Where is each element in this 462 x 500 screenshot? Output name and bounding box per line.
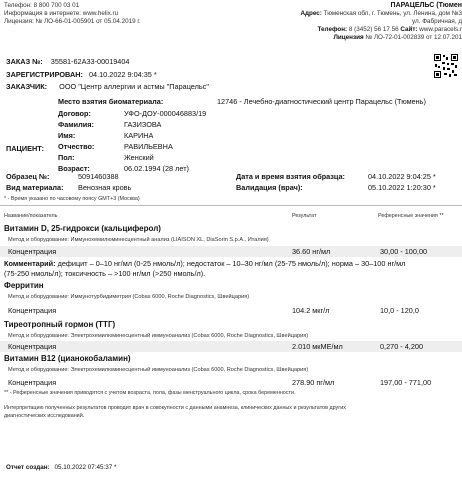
patient-sex: Женский (124, 153, 154, 162)
order-number: ЗАКАЗ №: 35581-62А33-00019404 (6, 57, 130, 66)
lab-phone: Телефон: 8 800 700 03 01 (4, 2, 80, 9)
test-title: Витамин D, 25-гидрокси (кальциферол) (4, 224, 161, 233)
result-name: Концентрация (8, 247, 57, 256)
clinic-contact-block (300, 2, 462, 42)
timezone-note: * - Время указано по часовому поясу GMT+3 (Москва) (4, 196, 140, 202)
test-method: Метод и оборудование: Иммунохемилюминесцентный анализ (LIAISON XL, DiaSorin S.p.A., Италия) (8, 237, 269, 243)
patient-section-label: ПАЦИЕНТ: (6, 144, 45, 153)
patient-patronymic: РАВИЛЬЕВНА (124, 142, 173, 151)
qr-code-icon (434, 54, 458, 78)
result-name: Концентрация (8, 342, 57, 351)
material-type-value: Венозная кровь (78, 183, 132, 192)
reference-range: 197,00 - 771,00 (380, 378, 432, 387)
contract-number: УФО-ДОУ-000046883/19 (124, 109, 207, 118)
validation-value: 05.10.2022 1:20:30 * (368, 183, 436, 192)
sample-number-value: 5091460388 (78, 172, 119, 181)
patient-name: КАРИНА (124, 131, 154, 140)
biomaterial-place: Место взятия биоматериала: (58, 97, 164, 106)
lab-license: Лицензия: № ЛО-66-01-005901 от 05.04.2019 г. (4, 18, 141, 25)
result-value: 2.010 мкМЕ/мл (292, 342, 343, 351)
result-row (0, 246, 462, 257)
sample-number: Образец №: (6, 172, 50, 181)
column-header-reference: Референсные значения ** (378, 213, 444, 219)
validation-label: Валидация (врач): (236, 183, 303, 192)
test-comment: Комментарий: дефицит – 0–10 нг/мл (0-25 нмоль/л); недостаток – 10–30 нг/мл (25-75 нмоль/л); норма – 30–100 нг/мл (75-250 нмоль/л); токсичность – >100 нг/мл (>250 нмоль/л). (4, 259, 406, 278)
result-name: Концентрация (8, 306, 57, 315)
test-method: Метод и оборудование: Электрохемилюминесцентный иммуноанализ (Cobas 6000, Roche Diagnostics, Швейцария) (8, 333, 309, 339)
report-created: Отчет создан: 05.10.2022 07:45:37 * (6, 464, 117, 471)
column-header-name: Название/показатель (4, 213, 58, 219)
reference-footnote: ** - Референсные значения приводятся с учетом возраста, пола, фазы менструального цикла, срока беременности. (4, 390, 296, 396)
interpretation-note: Интерпретацию полученных результатов проводит врач в совокупности с данными анамнеза, клинических данных и результатов других диагностических исследований. (4, 405, 346, 419)
clinic-address-2: ул. Фабричная, д (412, 18, 462, 25)
lab-website: Информация в интернете: www.helix.ru (4, 10, 119, 17)
clinic-address: Адрес: Тюменская обл, г. Тюмень, ул. Ленина, дом №3 (300, 10, 462, 17)
result-value: 278.90 пг/мл (292, 378, 335, 387)
result-row (0, 341, 462, 352)
test-title: Ферритин (4, 281, 44, 290)
patient-field-values (124, 108, 206, 174)
result-name: Концентрация (8, 378, 57, 387)
lab-contact-block (4, 2, 141, 26)
sample-datetime-value: 04.10.2022 9:04:25 * (368, 172, 436, 181)
result-value: 104.2 мкг/л (292, 306, 330, 315)
material-type: Вид материала: (6, 183, 64, 192)
patient-age: 06.02.1994 (28 лет) (124, 164, 189, 173)
reference-range: 0,270 - 4,200 (380, 342, 424, 351)
test-title: Тиреотропный гормон (ТТГ) (4, 320, 116, 329)
registered-at: ЗАРЕГИСТРИРОВАН: 04.10.2022 9:04:35 * (6, 70, 157, 79)
result-value: 36.60 нг/мл (292, 247, 331, 256)
reference-range: 30,00 - 100,00 (380, 247, 428, 256)
test-method: Метод и оборудование: Иммунотурбидиметрия (Cobas 6000, Roche Diagnostics, Швейцария) (8, 294, 250, 300)
patient-field-labels: Договор: Фамилия: Имя: Отчество: Пол: Возраст: (58, 109, 95, 173)
customer: ЗАКАЗЧИК: ООО "Центр аллергии и астмы "Парацельс" (6, 82, 209, 91)
divider (0, 205, 462, 206)
clinic-name: ПАРАЦЕЛЬС (Тюмен (390, 2, 462, 9)
sample-datetime-label: Дата и время взятия образца: (236, 172, 345, 181)
test-title: Витамин B12 (цианокобаламин) (4, 354, 131, 363)
clinic-phone-site: Телефон: 8 (3452) 56 17 56 Сайт: www.paracels.r (317, 26, 462, 33)
test-method: Метод и оборудование: Электрохемилюминесцентный иммуноанализ (Cobas 6000, Roche Diagnostics, Швейцария) (8, 367, 309, 373)
column-header-result: Результат (292, 213, 317, 219)
patient-surname: ГАЗИЗОВА (124, 120, 162, 129)
clinic-license: Лицензия № ЛО-72-01-002839 от 12.07.201 (333, 34, 462, 41)
biomaterial-place-value: 12746 - Лечебно-диагностический центр Парацельс (Тюмень) (217, 97, 426, 106)
reference-range: 10,0 - 120,0 (380, 306, 419, 315)
